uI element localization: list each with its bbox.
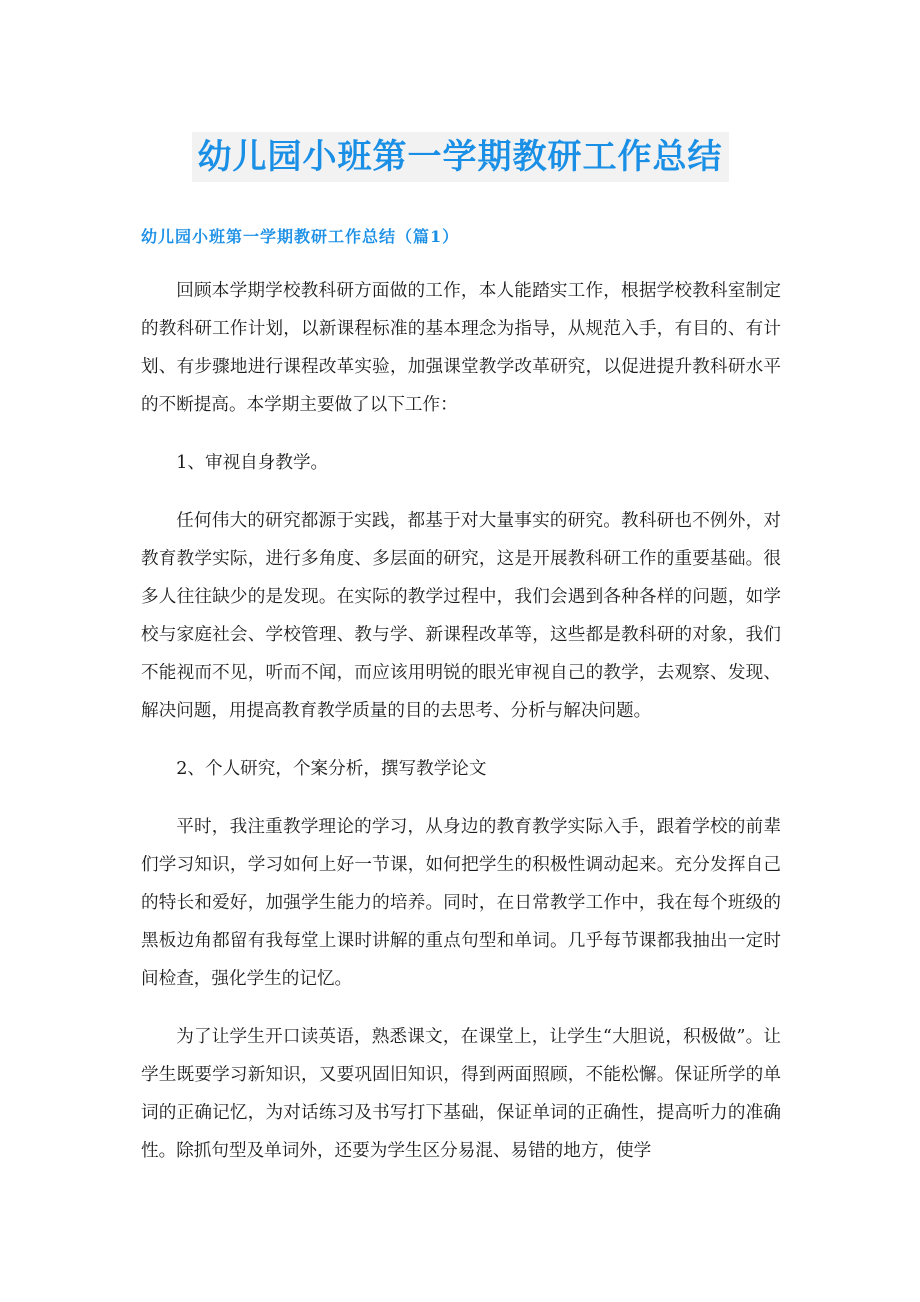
section-heading: 幼儿园小班第一学期教研工作总结（篇1） xyxy=(141,227,460,246)
paragraph-intro: 回顾本学期学校教科研方面做的工作，本人能踏实工作，根据学校教科室制定的教科研工作计划，以新课程标准的基本理念为指导，从规范入手，有目的、有计划、有步骤地进行课程改革实验，加强课堂教学改革研究，以促进提升教科研水平的不断提高。本学期主要做了以下工作： xyxy=(141,281,781,415)
paragraph-point-1-heading: 1、审视自身教学。 xyxy=(176,453,329,473)
paragraph-english-teaching: 为了让学生开口读英语，熟悉课文，在课堂上，让学生“大胆说，积极做”。让学生既要学习新知识，又要巩固旧知识，得到两面照顾，不能松懈。保证所学的单词的正确记忆，为对话练习及书写打下基础，保证单词的正确性，提高听力的准确性。除抓句型及单词外，还要为学生区分易混、易错的地方，使学 xyxy=(141,1027,781,1161)
document-title xyxy=(0,132,920,182)
paragraph-point-2-body: 平时，我注重教学理论的学习，从身边的教育教学实际入手，跟着学校的前辈们学习知识，学习如何上好一节课，如何把学生的积极性调动起来。充分发挥自己的特长和爱好，加强学生能力的培养。同时，在日常教学工作中，我在每个班级的黑板边角都留有我每堂上课时讲解的重点句型和单词。几乎每节课都我抽出一定时间检查，强化学生的记忆。 xyxy=(141,817,781,989)
paragraph-point-2-heading: 2、个人研究，个案分析，撰写教学论文 xyxy=(176,759,487,779)
document-title-text: 幼儿园小班第一学期教研工作总结 xyxy=(192,132,729,182)
paragraph-point-1-body: 任何伟大的研究都源于实践，都基于对大量事实的研究。教科研也不例外，对教育教学实际，进行多角度、多层面的研究，这是开展教科研工作的重要基础。很多人往往缺少的是发现。在实际的教学过程中，我们会遇到各种各样的问题，如学校与家庭社会、学校管理、教与学、新课程改革等，这些都是教科研的对象，我们不能视而不见，听而不闻，而应该用明锐的眼光审视自己的教学，去观察、发现、解决问题，用提高教育教学质量的目的去思考、分析与解决问题。 xyxy=(141,511,781,721)
document-body xyxy=(141,272,781,1190)
